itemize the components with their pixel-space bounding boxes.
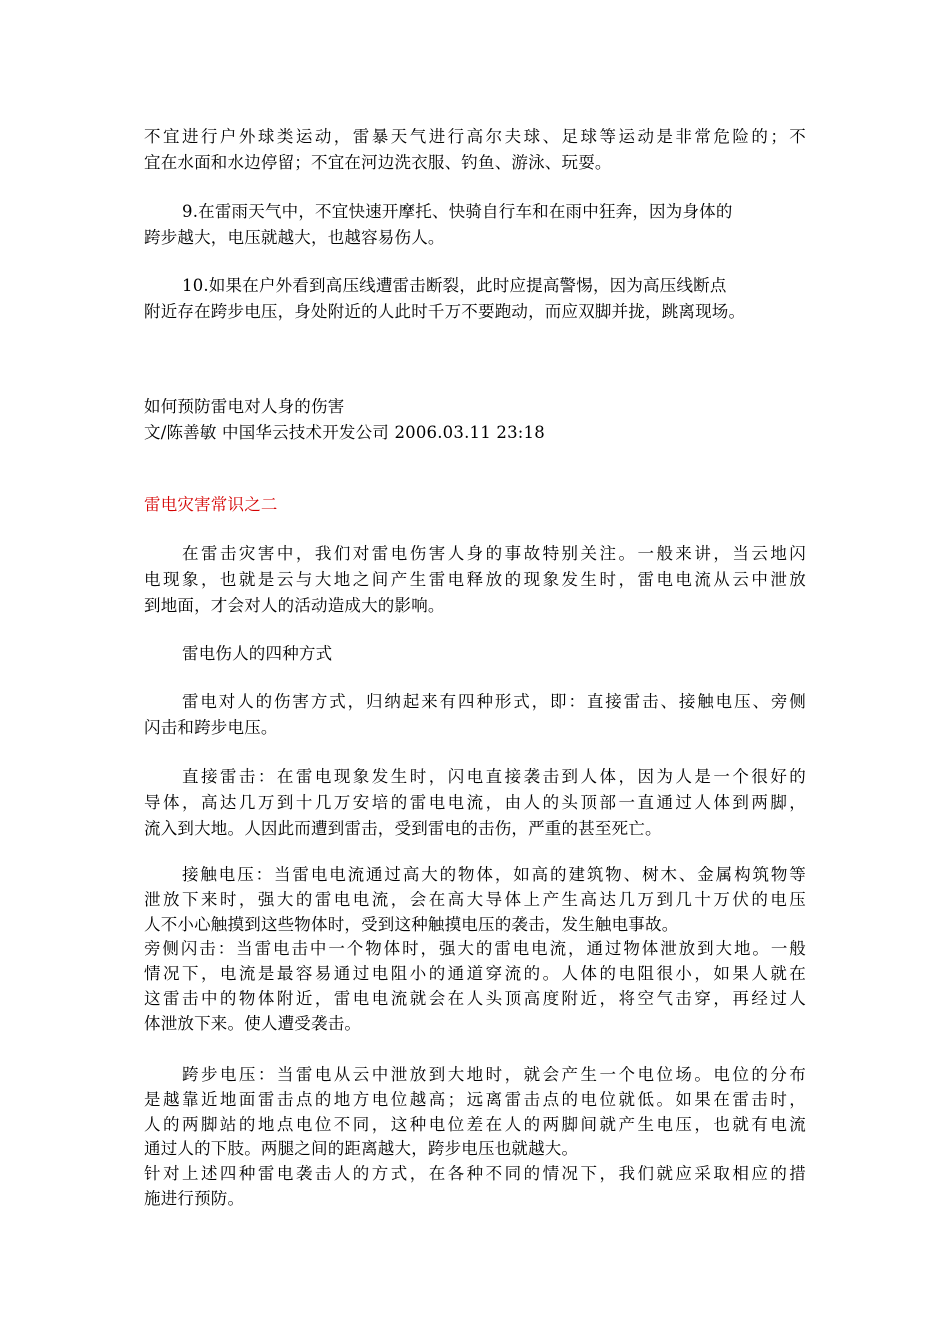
paragraph-line: 旁侧闪击：当雷电击中一个物体时，强大的雷电电流，通过物体泄放到大地。一般	[144, 939, 806, 958]
paragraph-line: 雷电对人的伤害方式，归纳起来有四种形式，即：直接雷击、接触电压、旁侧	[182, 692, 806, 711]
paragraph-line: 接触电压：当雷电电流通过高大的物体，如高的建筑物、树木、金属构筑物等	[182, 865, 806, 884]
paragraph-line: 不宜进行户外球类运动，雷暴天气进行高尔夫球、足球等运动是非常危险的；不	[144, 127, 806, 146]
section-heading: 雷电灾害常识之二	[144, 495, 278, 514]
paragraph-line: 针对上述四种雷电袭击人的方式，在各种不同的情况下，我们就应采取相应的措	[144, 1164, 806, 1183]
paragraph-line: 流入到大地。人因此而遭到雷击，受到雷电的击伤，严重的甚至死亡。	[144, 819, 662, 838]
paragraph-line: 这雷击中的物体附近，雷电电流就会在人头顶高度附近，将空气击穿，再经过人	[144, 989, 806, 1008]
byline: 文/陈善敏 中国华云技术开发公司 2006.03.11 23:18	[144, 423, 545, 442]
paragraph-line: 跨步越大，电压就越大，也越容易伤人。	[144, 228, 445, 247]
paragraph-line: 情况下，电流是最容易通过电阻小的通道穿流的。人体的电阻很小，如果人就在	[144, 964, 806, 983]
paragraph-line: 泄放下来时，强大的雷电电流，会在高大导体上产生高达几万到几十万伏的电压	[144, 890, 806, 909]
paragraph-line: 直接雷击：在雷电现象发生时，闪电直接袭击到人体，因为人是一个很好的	[182, 767, 806, 786]
paragraph-line: 通过人的下肢。两腿之间的距离越大，跨步电压也就越大。	[144, 1139, 579, 1158]
paragraph-line: 9.在雷雨天气中，不宜快速开摩托、快骑自行车和在雨中狂奔，因为身体的	[182, 202, 733, 221]
paragraph-line: 到地面，才会对人的活动造成大的影响。	[144, 596, 445, 615]
paragraph-line: 是越靠近地面雷击点的地方电位越高；远离雷击点的电位就低。如果在雷击时，	[144, 1090, 806, 1109]
subheading: 雷电伤人的四种方式	[182, 644, 333, 663]
paragraph-line: 导体，高达几万到十几万安培的雷电电流，由人的头顶部一直通过人体到两脚，	[144, 793, 806, 812]
paragraph-line: 10.如果在户外看到高压线遭雷击断裂，此时应提高警惕，因为高压线断点	[182, 276, 727, 295]
paragraph-line: 体泄放下来。使人遭受袭击。	[144, 1014, 362, 1033]
paragraph-line: 闪击和跨步电压。	[144, 718, 278, 737]
paragraph-line: 施进行预防。	[144, 1189, 245, 1208]
paragraph-line: 电现象，也就是云与大地之间产生雷电释放的现象发生时，雷电电流从云中泄放	[144, 570, 806, 589]
paragraph-line: 附近存在跨步电压，身处附近的人此时千万不要跑动，而应双脚并拢，跳离现场。	[144, 302, 746, 321]
paragraph-line: 人不小心触摸到这些物体时，受到这种触摸电压的袭击，发生触电事故。	[144, 915, 679, 934]
paragraph-line: 宜在水面和水边停留；不宜在河边洗衣服、钓鱼、游泳、玩耍。	[144, 153, 612, 172]
paragraph-line: 在雷击灾害中，我们对雷电伤害人身的事故特别关注。一般来讲，当云地闪	[182, 544, 806, 563]
article-title: 如何预防雷电对人身的伤害	[144, 397, 345, 416]
paragraph-line: 跨步电压：当雷电从云中泄放到大地时，就会产生一个电位场。电位的分布	[182, 1065, 806, 1084]
paragraph-line: 人的两脚站的地点电位不同，这种电位差在人的两脚间就产生电压，也就有电流	[144, 1115, 806, 1134]
